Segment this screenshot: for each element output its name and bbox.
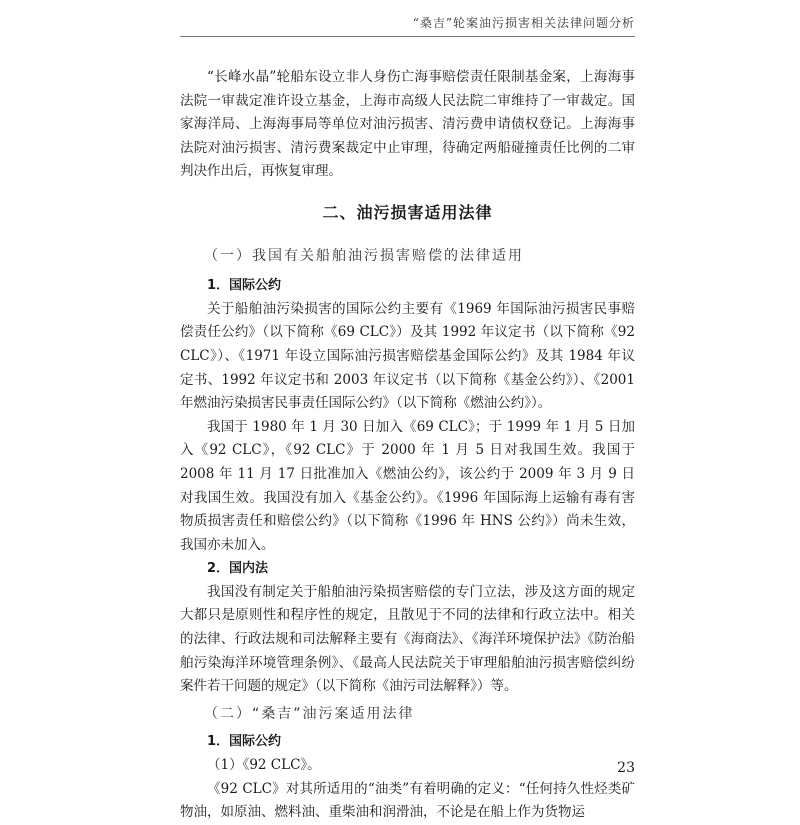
paragraph-conventions-list: 关于船舶油污染损害的国际公约主要有《1969 年国际油污损害民事赔偿责任公约》（以下简称《69 CLC》）及其 1992 年议定书（以下简称《92 CLC》）、《1971 年设立国际油污损害赔偿基金国际公约》及其 1984 年议定书、1992 年议定书和 2003 年议定书（以下简称《基金公约》）、《2001 年燃油污染损害民事责任国际公约》（以下简称《燃油公约》）。 (180, 300, 635, 412)
paragraph-domestic-law: 我国没有制定关于船舶油污染损害赔偿的专门立法，涉及这方面的规定大都只是原则性和程序性的规定，且散见于不同的法律和行政立法中。相关的法律、行政法规和司法解释主要有《海商法》、《海洋环境保护法》《防治船舶污染海洋环境管理条例》、《最高人民法院关于审理船舶油污损害赔偿纠纷案件若干问题的规定》（以下简称《油污司法解释》）等。 (180, 583, 635, 695)
paragraph-oil-definition: 《92 CLC》对其所适用的“油类”有着明确的定义：“任何持久性烃类矿物油，如原油、燃料油、重柴油和润滑油，不论是在船上作为货物运 (180, 780, 635, 821)
header-rule (180, 36, 635, 37)
subheading-domestic-law: 2．国内法 (207, 561, 269, 577)
subheading-international-conventions: 1．国际公约 (207, 278, 282, 294)
subheading-international-conventions-2: 1．国际公约 (207, 734, 282, 750)
intro-paragraph: “长峰水晶”轮船东设立非人身伤亡海事赔偿责任限制基金案，上海海事法院一审裁定准许设立基金，上海市高级人民法院二审维持了一审裁定。国家海洋局、上海海事局等单位对油污损害、清污费申请债权登记。上海海事法院对油污损害、清污费案裁定中止审理，待确定两船碰撞责任比例的二审判决作出后，再恢复审理。 (180, 69, 635, 180)
body-text (180, 66, 635, 825)
running-head: “桑吉”轮案油污损害相关法律问题分析 (412, 16, 635, 30)
page-number: 23 (617, 760, 635, 776)
list-item-92clc: （1）《92 CLC》。 (207, 757, 321, 774)
subsection-title-2: （二）“桑吉”油污案适用法律 (204, 705, 415, 722)
section-title: 二、油污损害适用法律 (322, 202, 493, 222)
paragraph-accession-dates: 我国于 1980 年 1 月 30 日加入《69 CLC》；于 1999 年 1 月 5 日加入《92 CLC》，《92 CLC》于 2000 年 1 月 5 日对我国生效。我国于 2008 年 11 月 17 日批准加入《燃油公约》，该公约于 2009 年 3 月 9 日对我国生效。我国没有加入《基金公约》。《1996 年国际海上运输有毒有害物质损害责任和赔偿公约》（以下简称《1996 年 HNS 公约》）尚未生效，我国亦未加入。 (180, 418, 635, 553)
subsection-title-1: （一）我国有关船舶油污损害赔偿的法律适用 (204, 247, 524, 264)
